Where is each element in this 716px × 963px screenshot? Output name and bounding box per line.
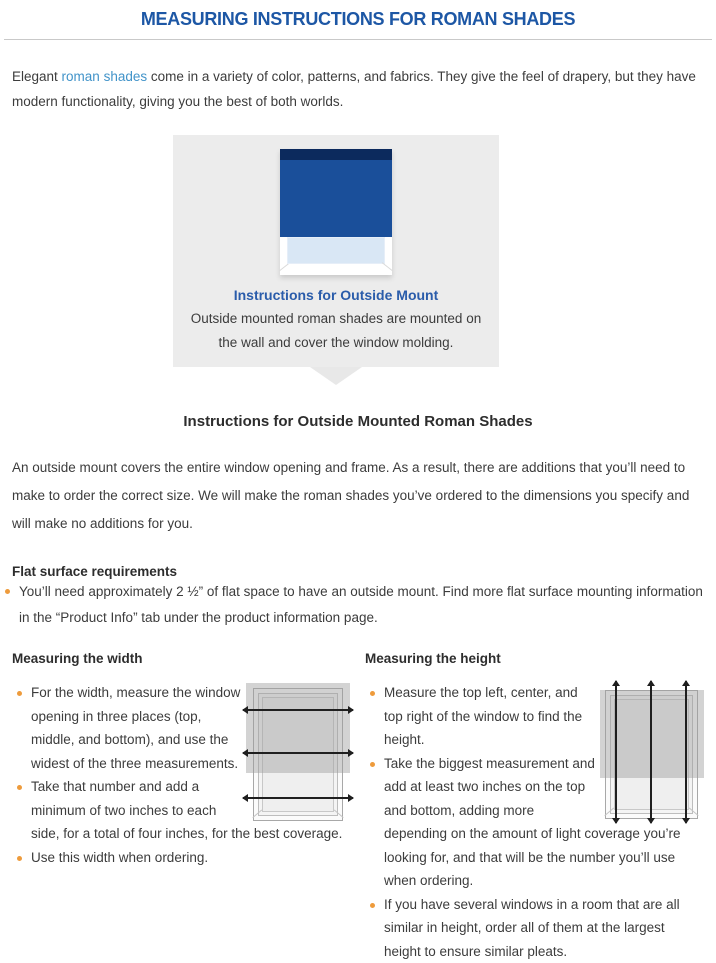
flat-surface-heading: Flat surface requirements xyxy=(12,564,704,579)
list-item: You’ll need approximately 2 ½” of flat space to have an outside mount. Find more flat surface mounting information in the “Product Info” tab under the product information page. xyxy=(0,579,716,631)
list-item: Take that number and add a minimum of two inches to each side, for a total of four inches, for the best coverage. xyxy=(12,775,353,846)
measuring-height-column xyxy=(353,651,716,963)
measure-arrow-icon xyxy=(243,709,353,711)
measure-arrow-icon xyxy=(650,681,652,823)
width-heading: Measuring the width xyxy=(12,651,353,666)
shade-overlay-icon xyxy=(246,683,350,773)
list-item: Measure the top left, center, and top right of the window to find the height. xyxy=(365,681,704,752)
page-title: MEASURING INSTRUCTIONS FOR ROMAN SHADES xyxy=(10,9,706,30)
intro-text-before: Elegant xyxy=(12,69,62,84)
measuring-columns xyxy=(0,651,716,963)
measure-arrow-icon xyxy=(615,681,617,823)
list-item: Use this width when ordering. xyxy=(12,846,353,870)
list-item: Take the biggest measurement and add at least two inches on the top and bottom, adding more depending on the amount of light coverage you’re looking for, and that will be the number you’ll use when ordering. xyxy=(365,752,704,893)
list-item: If you have several windows in a room that are all similar in height, order all of them at the largest height to ensure similar pleats. xyxy=(365,893,704,963)
shade-fabric xyxy=(280,160,392,237)
flat-surface-list xyxy=(0,579,716,631)
measure-arrow-icon xyxy=(243,797,353,799)
intro-text-after: come in a variety of color, patterns, and fabrics. They give the feel of drapery, but they have modern functionality, giving you the best of both worlds. xyxy=(12,69,696,109)
title-divider xyxy=(4,39,712,40)
shade-headrail xyxy=(280,149,392,160)
shade-window-glass xyxy=(287,237,385,264)
callout-pointer-arrow-icon xyxy=(310,367,362,385)
height-heading: Measuring the height xyxy=(365,651,704,666)
measure-arrow-icon xyxy=(243,752,353,754)
roman-shades-link[interactable]: roman shades xyxy=(62,69,148,84)
callout-title: Instructions for Outside Mount xyxy=(173,287,499,303)
intro-paragraph xyxy=(12,64,704,114)
outside-section-heading: Instructions for Outside Mounted Roman Shades xyxy=(0,413,716,430)
list-item: For the width, measure the window opening in three places (top, middle, and bottom), and use the widest of the three measurements. xyxy=(12,681,353,775)
outside-section-paragraph: An outside mount covers the entire window opening and frame. As a result, there are additions that you’ll need to make to order the correct size. We will make the roman shades you’ve ordered to the dimensions you specify and will make no additions for you. xyxy=(12,454,704,538)
callout-description: Outside mounted roman shades are mounted on the wall and cover the window molding. xyxy=(185,307,487,355)
measure-arrow-icon xyxy=(685,681,687,823)
shade-window-frame xyxy=(280,237,392,275)
roman-shade-image xyxy=(280,149,392,275)
measuring-width-column xyxy=(0,651,353,963)
outside-mount-callout-box xyxy=(173,135,499,367)
